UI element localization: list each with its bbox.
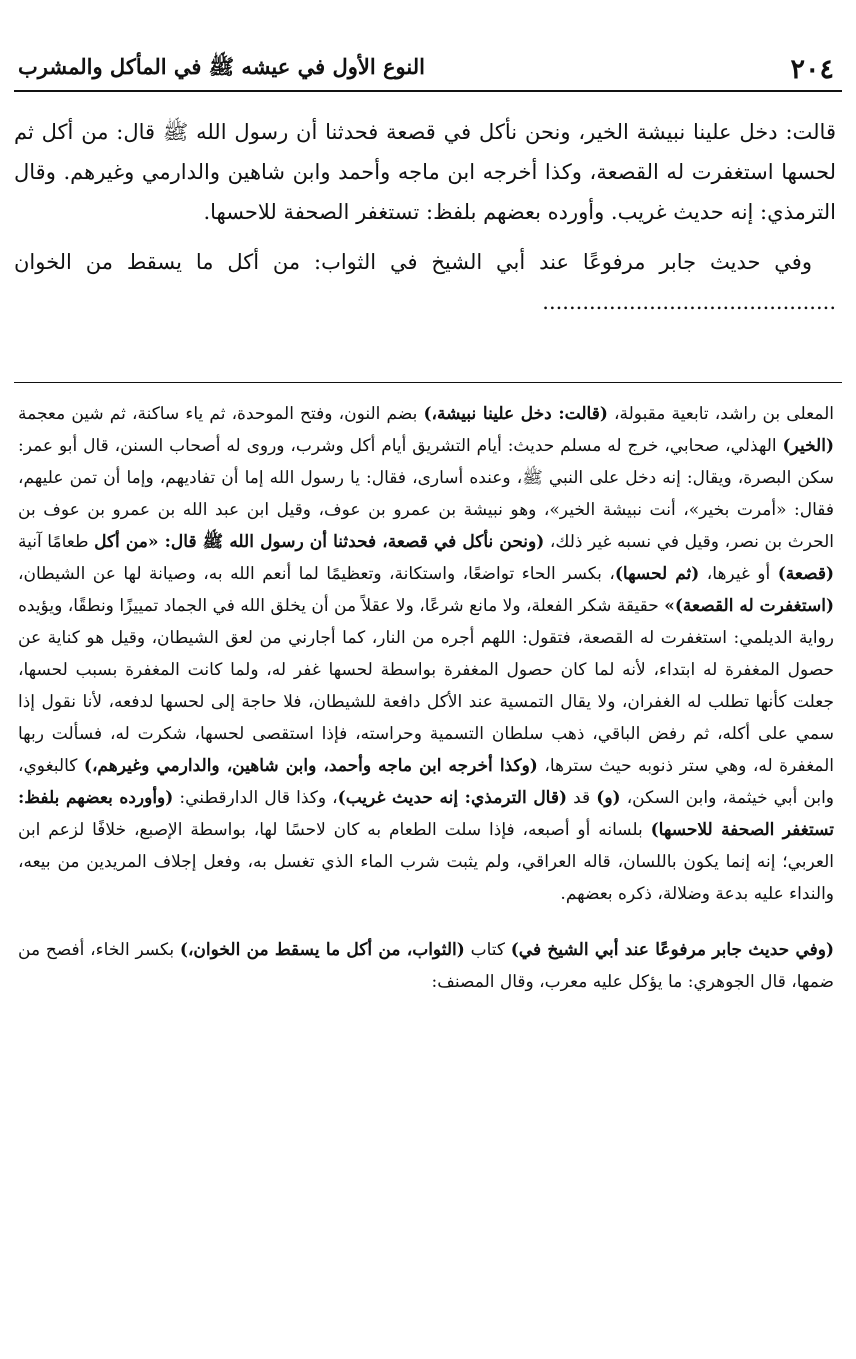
quoted-phrase: (وفي حديث جابر مرفوعًا عند أبي الشيخ في) — [510, 940, 835, 960]
commentary-text: كتاب — [464, 940, 511, 960]
commentary-text: حقيقة شكر الفعلة، ولا مانع شرعًا، ولا عقلاً من أن يخلق الله في الجماد تمييزًا ونطقًا، ويؤيده رواية الديلمي: استغفرت له القصعة، فتقول: اللهم أجره من النار، كما أجارني من لعق الشيطان، وقيل هو كناية عن حصول المغفرة له ابتداء، لأنه لما كان حصول المغفرة بواسطة لحسها غفر له، ولما كانت المغفرة بسبب لحسها، جعلت كأنها تطلب له الغفران، ولا يقال التمسية عند الأكل دافعة للشيطان، فلا حاجة إلى لحسها لدفعه، لأنا نقول إذا سمي على أكله، ثم رفض الباقي، ذهب سلطان التسمية وحراسته، فإذا استقصى لحسها، شكرت له، فسألت ربها المغفرة له، وهي ستر ذنوبه حيث سترها، — [18, 596, 834, 776]
quoted-phrase: (قصعة) — [777, 564, 834, 584]
commentary-text: كالبغوي، وابن أبي خيثمة، وابن السكن، — [18, 756, 835, 808]
main-paragraph-2-text: وفي حديث جابر مرفوعًا عند أبي الشيخ في الثواب: من أكل ما يسقط من الخوان — [14, 250, 812, 274]
quoted-phrase: (استغفرت له القصعة)» — [664, 596, 834, 616]
page-number: ٢٠٤ — [790, 53, 834, 85]
page-header — [14, 48, 842, 92]
main-paragraph-1: قالت: دخل علينا نبيشة الخير، ونحن نأكل في قصعة فحدثنا أن رسول الله ﷺ قال: من أكل ثم لحسها استغفرت له القصعة، وكذا أخرجه ابن ماجه وأحمد وابن شاهين والدارمي وغيرهم. وقال الترمذي: إنه حديث غريب. وأورده بعضهم بلفظ: تستغفر الصحفة للاحسها. — [14, 120, 836, 224]
commentary-text: المعلى بن راشد، تابعية مقبولة، — [607, 404, 835, 424]
commentary-text: طعامًا آنية — [18, 532, 95, 552]
ellipsis-dots: ............................................ — [542, 290, 836, 314]
commentary-text: ، وكذا قال الدارقطني: — [173, 788, 338, 808]
quoted-phrase: (قال الترمذي: إنه حديث غريب) — [337, 788, 568, 808]
commentary — [18, 398, 834, 998]
quoted-phrase: (ونحن نأكل في قصعة، فحدثنا أن رسول الله ﷺ قال: «من أكل — [94, 532, 545, 552]
commentary-text: أو غيرها، — [699, 564, 778, 584]
commentary-paragraph-2 — [18, 934, 834, 998]
quoted-phrase: (وأورده بعضهم بلفظ: تستغفر الصحفة للاحسها) — [18, 788, 834, 840]
commentary-paragraph-1 — [18, 398, 834, 910]
quoted-phrase: (الخير) — [782, 436, 834, 456]
quoted-phrase: (الثواب، من أكل ما يسقط من الخوان،) — [179, 940, 465, 960]
commentary-text: بكسر الخاء، أفصح من ضمها، قال الجوهري: ما يؤكل عليه معرب، وقال المصنف: — [18, 940, 834, 992]
quoted-phrase: (قالت: دخل علينا نبيشة،) — [423, 404, 608, 424]
quoted-phrase: (وكذا أخرجه ابن ماجه وأحمد، وابن شاهين، والدارمي وغيرهم،) — [83, 756, 538, 776]
quoted-phrase: (و) — [596, 788, 621, 808]
main-text — [14, 112, 836, 332]
main-paragraph-2 — [14, 242, 836, 322]
commentary-text: الهذلي، صحابي، خرج له مسلم حديث: أيام التشريق أيام أكل وشرب، وروى له أصحاب السنن، قال أبو عمر: سكن البصرة، ويقال: إنه دخل على النبي ﷺ، وعنده أسارى، فقال: يا رسول الله إما أن تفاديهم، وإما أن تمن عليهم، فقال: «أمرت بخير»، أنت نبيشة الخير»، وهو نبيشة بن عمرو بن عوف، وقيل ابن عبد الله بن عمرو بن عوف بن الحرث بن نصر، وقيل في نسبه غير ذلك، — [18, 436, 835, 552]
commentary-text: بضم النون، وفتح الموحدة، ثم ياء ساكنة، ثم شين معجمة — [18, 404, 424, 424]
running-title: النوع الأول في عيشه ﷺ في المأكل والمشرب — [18, 53, 425, 79]
quoted-phrase: (ثم لحسها) — [614, 564, 700, 584]
footnote-separator — [14, 382, 842, 383]
commentary-text: ، بكسر الحاء تواضعًا، واستكانة، وتعظيمًا لما أنعم الله به، وصيانة لها عن الشيطان، — [18, 564, 615, 584]
commentary-text: قد — [567, 788, 597, 808]
commentary-text: بلسانه أو أصبعه، فإذا سلت الطعام به كان لاحسًا لها، بواسطة الإصبع، خلافًا لزعم ابن العربي؛ إنه إنما يكون باللسان، قاله العراقي، ولم يثبت شرب الماء الذي تغسل به، وفعل إجلاف المريدين من بيعه، والنداء عليه بدعة وضلالة، ذكره بعضهم. — [18, 820, 834, 904]
